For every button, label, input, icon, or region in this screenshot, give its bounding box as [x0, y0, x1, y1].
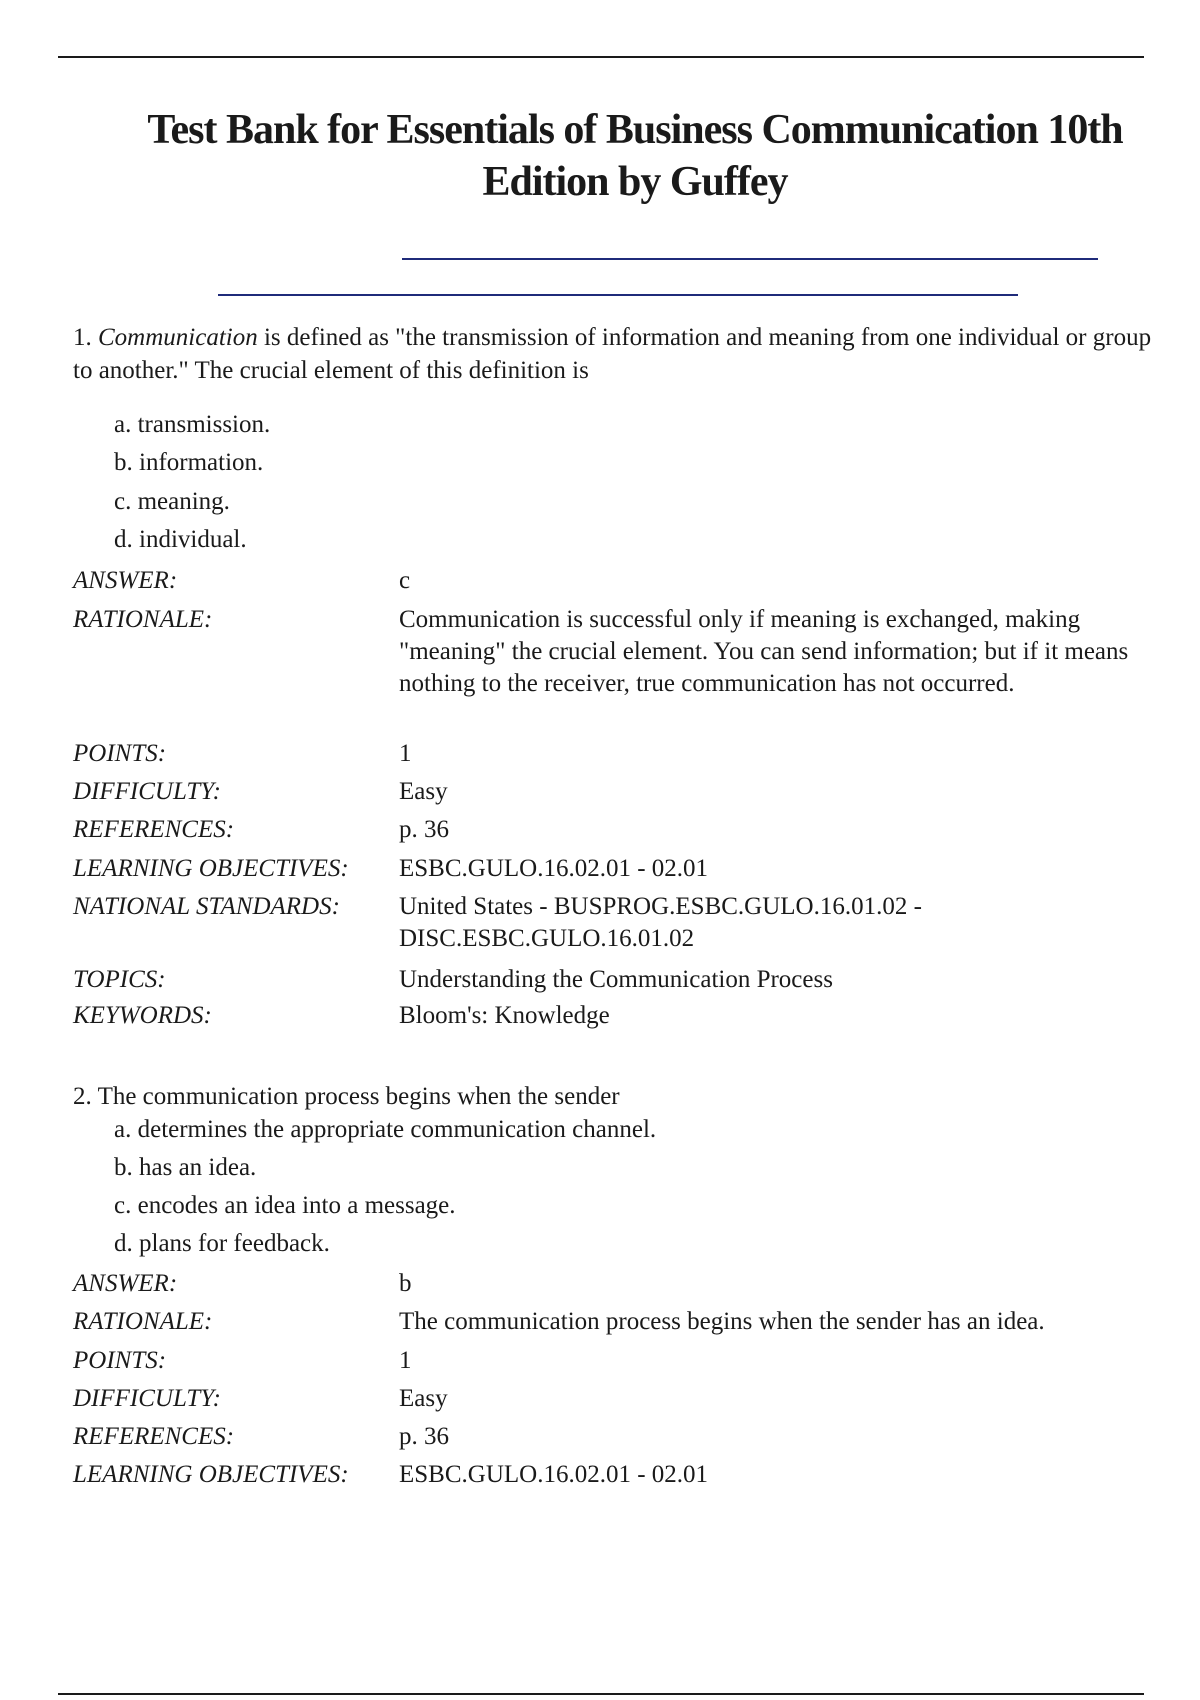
option-b: b. has an idea.	[114, 1154, 257, 1181]
option-a: a. transmission.	[114, 411, 271, 438]
bottom-rule	[58, 1693, 1144, 1695]
field-value: Easy	[399, 778, 448, 805]
field-label: DIFFICULTY:	[73, 778, 221, 805]
field-label: KEYWORDS:	[73, 1002, 212, 1029]
title-underline-1	[402, 258, 1098, 260]
top-rule	[58, 56, 1144, 58]
question-term: Communication	[98, 324, 258, 351]
question-1-stem	[73, 322, 1153, 387]
option-d: d. individual.	[114, 526, 247, 553]
field-label: LEARNING OBJECTIVES:	[73, 1461, 349, 1488]
field-label: DIFFICULTY:	[73, 1385, 221, 1412]
title-underline-2	[218, 294, 1018, 296]
field-label: ANSWER:	[73, 1270, 178, 1297]
field-value: ESBC.GULO.16.02.01 - 02.01	[399, 1461, 709, 1488]
field-value: p. 36	[399, 816, 449, 843]
field-value: 1	[399, 1347, 412, 1374]
field-label: POINTS:	[73, 740, 167, 767]
field-value: b	[399, 1270, 412, 1297]
field-value: Understanding the Communication Process	[399, 966, 833, 993]
field-label: LEARNING OBJECTIVES:	[73, 855, 349, 882]
field-label: REFERENCES:	[73, 816, 235, 843]
field-value: Bloom's: Knowledge	[399, 1002, 610, 1029]
question-number: 2.	[73, 1083, 92, 1110]
field-value: The communication process begins when the sender has an idea.	[399, 1308, 1045, 1335]
field-value: 1	[399, 740, 412, 767]
question-text: is defined as "the transmission of information and meaning from one individual or group to another." The crucial element of this definition is	[73, 324, 1152, 384]
question-text: The communication process begins when the sender	[97, 1083, 620, 1110]
field-value: Communication is successful only if meaning is exchanged, making "meaning" the crucial element. You can send information; but if it means nothing to the receiver, true communication has not occurred.	[399, 606, 1129, 697]
option-b: b. information.	[114, 449, 264, 476]
field-value: United States - BUSPROG.ESBC.GULO.16.01.02 - DISC.ESBC.GULO.16.01.02	[399, 893, 922, 952]
option-c: c. meaning.	[114, 488, 230, 515]
field-label: RATIONALE:	[73, 1308, 213, 1335]
field-label: NATIONAL STANDARDS:	[73, 893, 340, 920]
field-value: Easy	[399, 1385, 448, 1412]
field-label: RATIONALE:	[73, 606, 213, 633]
option-a: a. determines the appropriate communication channel.	[114, 1116, 657, 1143]
question-number: 1.	[73, 324, 92, 351]
field-value: ESBC.GULO.16.02.01 - 02.01	[399, 855, 709, 882]
field-value: p. 36	[399, 1423, 449, 1450]
field-label: POINTS:	[73, 1347, 167, 1374]
question-2-stem	[73, 1081, 1153, 1114]
document-title: Test Bank for Essentials of Business Communication 10th Edition by Guffey	[147, 107, 1123, 205]
field-label: ANSWER:	[73, 567, 178, 594]
field-label: TOPICS:	[73, 966, 166, 993]
field-value: c	[399, 567, 411, 594]
option-c: c. encodes an idea into a message.	[114, 1192, 456, 1219]
field-label: REFERENCES:	[73, 1423, 235, 1450]
option-d: d. plans for feedback.	[114, 1230, 330, 1257]
